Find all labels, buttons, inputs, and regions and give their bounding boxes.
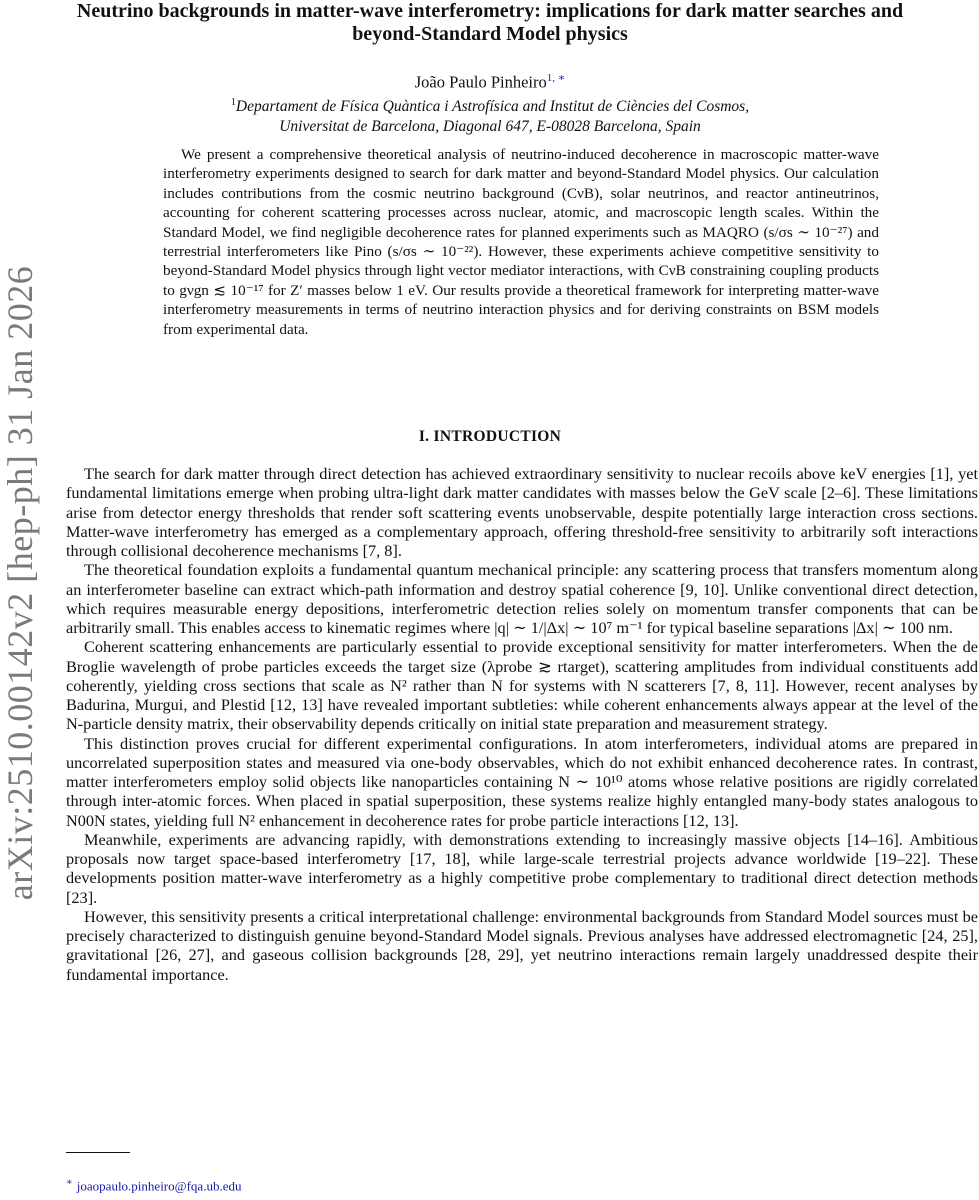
affiliation-line-2: Universitat de Barcelona, Diagonal 647, E-08028 Barcelona, Spain bbox=[279, 118, 701, 136]
intro-paragraph-4: This distinction proves crucial for different experimental configurations. In atom interferometers, individual atoms are prepared in uncorrelated superposition states and measured via one-body observables, which do not exhibit enhanced decoherence rates. In contrast, matter interferometers employ solid objects like nanoparticles containing N ∼ 10¹⁰ atoms whose relative positions are rigidly correlated through inter-atomic forces. When placed in spatial superposition, these systems realize highly entangled many-body states analogous to N00N states, yielding full N² enhancement in decoherence rates for probe particle interactions [12, 13]. bbox=[66, 733, 978, 830]
arxiv-identifier: arXiv:2510.00142v2 [hep-ph] 31 Jan 2026 bbox=[0, 265, 40, 901]
affiliation-mark: 1 bbox=[230, 97, 236, 108]
section-heading-introduction: I. INTRODUCTION bbox=[418, 428, 562, 445]
paper-title: Neutrino backgrounds in matter-wave interferometry: implications for dark matter searches and beyond-Standard Model physics bbox=[76, 0, 904, 45]
footnote-mark: ∗ bbox=[66, 1177, 73, 1188]
author-name: João Paulo Pinheiro bbox=[414, 72, 547, 92]
affiliation-line-1-text: Departament de Física Quàntica i Astrofísica and Institut de Ciències del Cosmos, bbox=[235, 98, 750, 116]
affiliation bbox=[70, 93, 910, 137]
author-marks[interactable]: 1, ∗ bbox=[546, 72, 566, 84]
intro-paragraph-3: Coherent scattering enhancements are particularly essential to provide exceptional sensitivity for matter interferometers. When the de Broglie wavelength of probe particles exceeds the target size (λprobe ≳ rtarget), scattering amplitudes from individual constituents add coherently, yielding cross sections that scale as N² rather than N for systems with N scatterers [7, 8, 11]. However, recent analyses by Badurina, Murgui, and Plestid [12, 13] have revealed important subtleties: while coherent enhancements always appear at the level of the N-particle density matrix, their observability depends critically on initial state preparation and measurement strategy. bbox=[66, 637, 978, 734]
introduction-body bbox=[66, 464, 978, 984]
footnote bbox=[66, 1175, 241, 1194]
affiliation-line-1 bbox=[70, 93, 910, 117]
intro-paragraph-1: The search for dark matter through direct detection has achieved extraordinary sensitivity to nuclear recoils above keV energies [1], yet fundamental limitations emerge when probing ultra-light dark matter candidates with masses below the GeV scale [2–6]. These limitations arise from detector energy thresholds that render soft scattering events unobservable, despite potentially large interaction cross sections. Matter-wave interferometry has emerged as a complementary approach, offering threshold-free sensitivity to arbitrarily soft interactions through collisional decoherence mechanisms [7, 8]. bbox=[66, 464, 978, 560]
footnote-divider bbox=[66, 1152, 130, 1153]
author-line bbox=[70, 68, 910, 93]
author-email-link[interactable]: joaopaulo.pinheiro@fqa.ub.edu bbox=[76, 1178, 242, 1194]
intro-paragraph-5: Meanwhile, experiments are advancing rapidly, with demonstrations extending to increasingly massive objects [14–16]. Ambitious proposals now target space-based interferometry [17, 18], while large-scale terrestrial projects advance worldwide [19–22]. These developments position matter-wave interferometry as a highly competitive probe complementary to traditional direct detection methods [23]. bbox=[66, 829, 978, 907]
intro-paragraph-2: The theoretical foundation exploits a fundamental quantum mechanical principle: any scattering process that transfers momentum along an interferometer baseline can extract which-path information and destroy spatial coherence [9, 10]. Unlike conventional direct detection, which requires measurable energy depositions, interferometric detection relies solely on momentum transfer components that can be arbitrarily small. This enables access to kinematic regimes where |q| ∼ 1/|Δx| ∼ 10⁷ m⁻¹ for typical baseline separations |Δx| ∼ 100 nm. bbox=[66, 560, 978, 637]
intro-paragraph-6: However, this sensitivity presents a critical interpretational challenge: environmental backgrounds from Standard Model sources must be precisely characterized to distinguish genuine beyond-Standard Model signals. Previous analyses have addressed electromagnetic [24, 25], gravitational [26, 27], and gaseous collision backgrounds [28, 29], yet neutrino interactions remain largely unaddressed despite their fundamental importance. bbox=[66, 906, 978, 984]
abstract: We present a comprehensive theoretical analysis of neutrino-induced decoherence in macroscopic matter-wave interferometry experiments designed to search for dark matter and beyond-Standard Model physics. Our calculation includes contributions from the cosmic neutrino background (CνB), solar neutrinos, and reactor antineutrinos, accounting for coherent scattering processes across nuclear, atomic, and macroscopic length scales. Within the Standard Model, we find negligible decoherence rates for planned experiments such as MAQRO (s/σs ∼ 10⁻²⁷) and terrestrial interferometers like Pino (s/σs ∼ 10⁻²²). However, these experiments achieve competitive sensitivity to beyond-Standard Model physics through light vector mediator interactions, with CνB constraining coupling products to gνgn ≲ 10⁻¹⁷ for Z′ masses below 1 eV. Our results provide a theoretical framework for interpreting matter-wave interferometry measurements in terms of neutrino interaction physics and for deriving constraints on BSM models from experimental data. bbox=[163, 146, 879, 338]
